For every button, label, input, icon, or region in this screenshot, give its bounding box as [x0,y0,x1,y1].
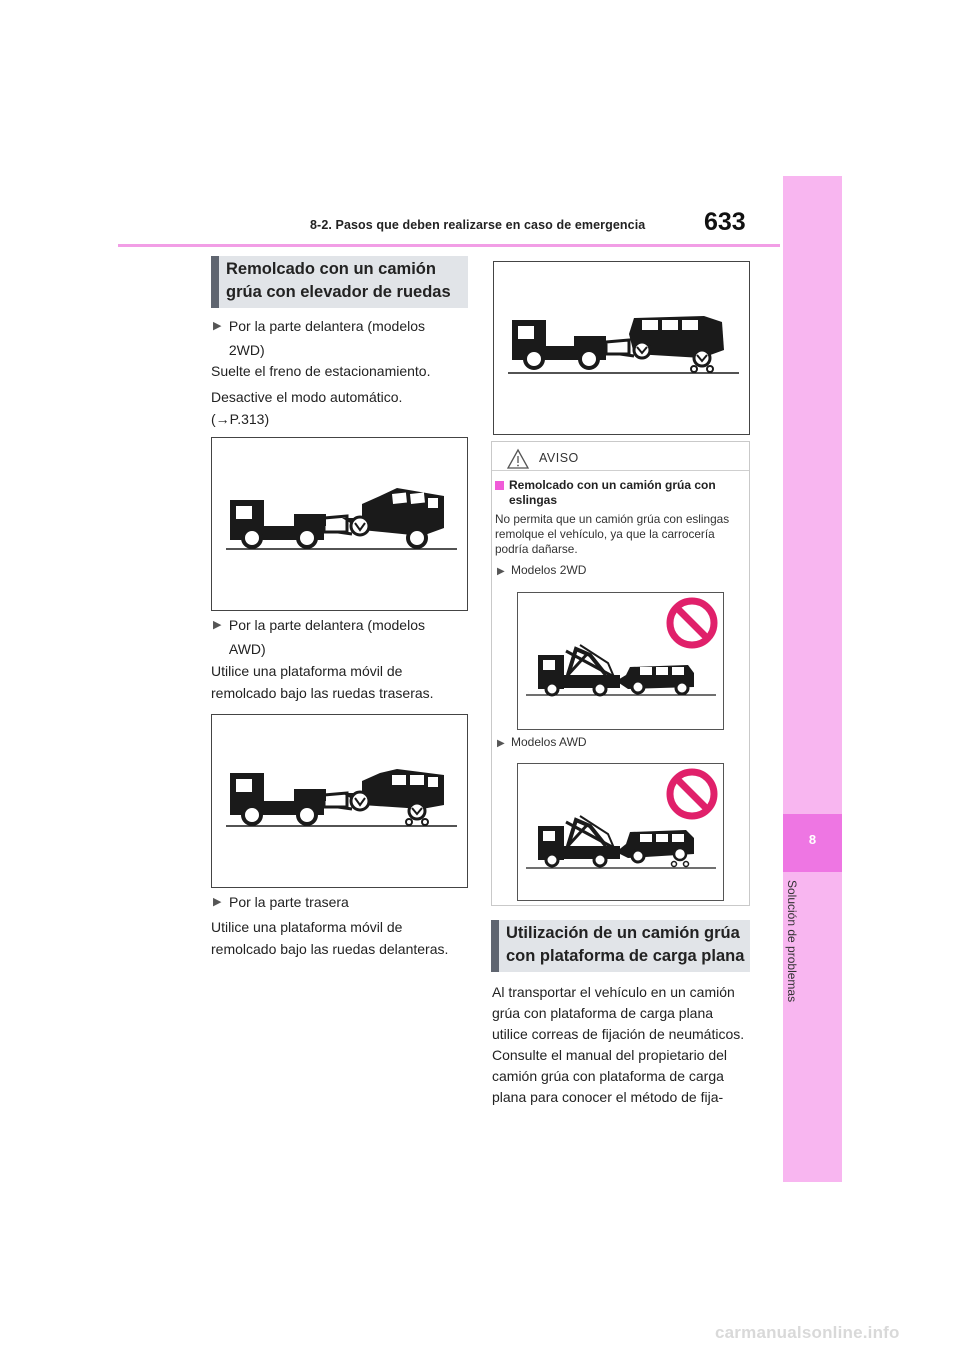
side-tab [783,176,842,1182]
page-number: 633 [704,208,746,236]
section-heading-wheel-lift: Remolcado con un camión grúa con elevador de ruedas [211,256,468,308]
section-title: 8-2. Pasos que deben realizarse en caso de emergencia [310,218,646,232]
warning-divider [492,470,749,471]
chapter-number: 8 [808,832,817,847]
bullet-rear: ▶ Por la parte trasera [213,890,463,914]
square-bullet-icon [495,481,504,490]
figure-prohibited-awd [517,763,724,901]
tow-dolly-illustration [212,715,469,889]
warning-text: No permita que un camión grúa con eslingas remolque el vehículo, ya que la carrocería podría dañarse. [495,512,730,556]
header-rule [118,244,780,247]
sling-tow-illustration [518,593,725,731]
figure-tow-rear [493,261,750,435]
footer-watermark: carmanualsonline.info [715,1323,900,1342]
warning-label: AVISO [539,451,579,465]
figure-tow-front-awd [211,714,468,888]
para-flatbed-body: Al transportar el vehículo en un camión grúa con plataforma de carga plana utilice correas de fijación de neumáticos. Consulte el manual del propietario del camión grúa con plataforma de carga plana para conocer el método de fija- [492,984,745,1105]
warning-title: Remolcado con un camión grúa con eslingas [495,478,745,508]
section-heading-flatbed: Utilización de un camión grúa con plataforma de carga plana [491,920,750,972]
tow-rear-illustration [494,262,751,436]
para-auto-mode: Desactive el modo automático. (→P.313) [211,389,403,427]
warning-triangle-icon [506,448,530,470]
para-dolly-front: Utilice una plataforma móvil de remolcado bajo las ruedas delanteras. [211,919,449,957]
arrow-bullet-icon: ▶ [213,320,222,332]
tow-illustration [212,438,469,612]
arrow-bullet-icon: ▶ [497,566,505,577]
arrow-bullet-icon: ▶ [213,619,222,631]
arrow-bullet-icon: ▶ [497,738,505,749]
warning-bullet-awd: ▶ Modelos AWD [497,735,587,749]
chapter-label: Solución de problemas [785,880,799,1003]
warning-box [491,441,750,906]
sling-tow-dolly-illustration [518,764,725,902]
warning-bullet-2wd: ▶ Modelos 2WD [497,563,587,577]
bullet-front-awd: ▶ Por la parte delantera (modelos AWD) [213,613,463,661]
bullet-front-2wd: ▶ Por la parte delantera (modelos 2WD) [213,314,463,362]
figure-tow-front-2wd [211,437,468,611]
para-dolly-rear: Utilice una plataforma móvil de remolcado bajo las ruedas traseras. [211,663,434,701]
arrow-bullet-icon: ▶ [213,896,222,908]
figure-prohibited-2wd [517,592,724,730]
para-parking-brake: Suelte el freno de estacionamiento. [211,363,431,379]
